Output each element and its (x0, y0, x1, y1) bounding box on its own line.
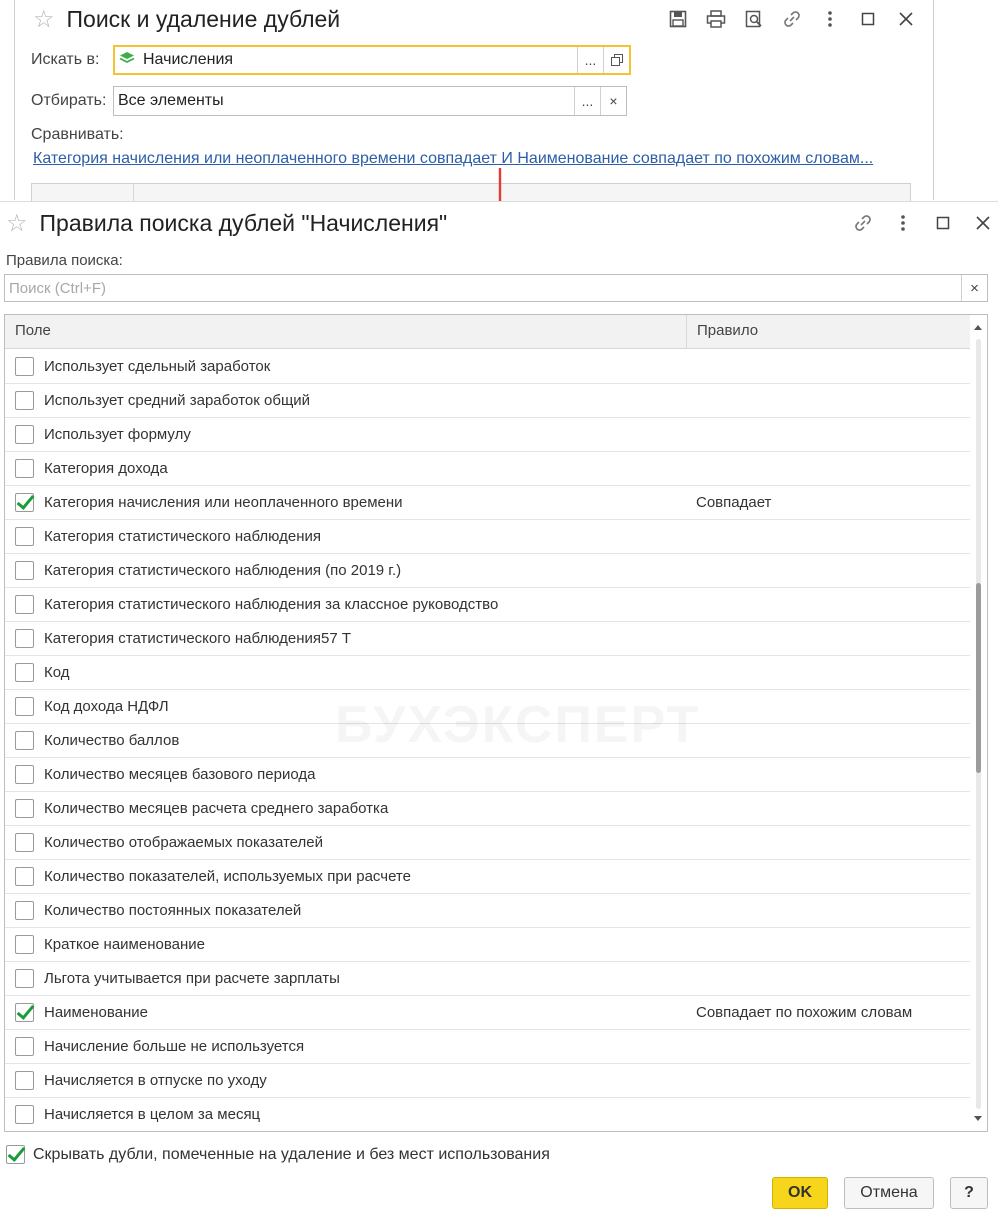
back-window-toolbar (665, 6, 919, 32)
field-name: Категория дохода (44, 460, 168, 477)
field-name: Код дохода НДФЛ (44, 698, 169, 715)
scroll-up-icon[interactable] (974, 325, 982, 330)
print-icon[interactable] (703, 6, 729, 32)
table-row[interactable] (5, 826, 971, 860)
field-checkbox[interactable] (15, 901, 34, 920)
filter-field[interactable] (113, 86, 627, 116)
maximize-icon[interactable] (930, 210, 956, 236)
field-name: Использует средний заработок общий (44, 392, 311, 409)
link-icon[interactable] (850, 210, 876, 236)
compare-rules-link[interactable]: Категория начисления или неоплаченного времени совпадает И Наименование совпадает по похожим словам... (33, 150, 874, 167)
table-row[interactable] (5, 622, 971, 656)
field-name: Код (44, 664, 70, 681)
field-checkbox[interactable] (15, 561, 34, 580)
search-in-label: Искать в: (31, 51, 100, 68)
table-row[interactable] (5, 1098, 971, 1132)
search-in-value-wrap (115, 51, 577, 70)
table-row[interactable] (5, 554, 971, 588)
field-checkbox[interactable] (15, 799, 34, 818)
field-checkbox[interactable] (15, 969, 34, 988)
table-row[interactable] (5, 962, 971, 996)
field-name: Категория статистического наблюдения за классное руководство (44, 596, 499, 613)
close-icon[interactable] (893, 6, 919, 32)
field-checkbox[interactable] (15, 697, 34, 716)
search-clear-button[interactable]: × (961, 275, 987, 301)
search-in-row (31, 45, 631, 75)
field-name: Начисляется в целом за месяц (44, 1106, 261, 1123)
field-checkbox[interactable] (15, 867, 34, 886)
more-icon[interactable] (890, 210, 916, 236)
select-button[interactable]: ... (577, 47, 603, 73)
field-checkbox[interactable] (15, 425, 34, 444)
table-row[interactable] (5, 1064, 971, 1098)
field-checkbox[interactable] (15, 833, 34, 852)
close-icon[interactable] (970, 210, 996, 236)
field-checkbox[interactable] (15, 595, 34, 614)
table-row[interactable] (5, 894, 971, 928)
field-name: Категория статистического наблюдения (44, 528, 321, 545)
table-row[interactable] (5, 588, 971, 622)
field-checkbox[interactable] (15, 629, 34, 648)
search-in-field[interactable] (113, 45, 631, 75)
field-name: Категория статистического наблюдения57 Т (44, 630, 351, 647)
field-name: Количество месяцев расчета среднего заработка (44, 800, 389, 817)
back-window-title: Поиск и удаление дублей (66, 6, 341, 32)
table-row[interactable] (5, 724, 971, 758)
more-icon[interactable] (817, 6, 843, 32)
filter-value: Все элементы (118, 92, 224, 109)
hide-duplicates-checkbox[interactable] (6, 1145, 25, 1164)
help-button[interactable]: ? (950, 1177, 988, 1209)
field-name: Использует формулу (44, 426, 191, 443)
field-name: Категория начисления или неоплаченного времени (44, 494, 403, 511)
column-header-field[interactable]: Поле (5, 315, 687, 349)
table-row[interactable] (5, 690, 971, 724)
cancel-button[interactable]: Отмена (844, 1177, 934, 1209)
field-name: Количество баллов (44, 732, 180, 749)
field-name: Количество месяцев базового периода (44, 766, 316, 783)
favorite-star-icon[interactable]: ☆ (6, 209, 28, 237)
column-header-rule[interactable]: Правило (697, 322, 759, 339)
table-row[interactable] (5, 656, 971, 690)
field-rule[interactable]: Совпадает (696, 494, 772, 511)
field-checkbox[interactable] (15, 357, 34, 376)
field-checkbox[interactable] (15, 663, 34, 682)
table-row[interactable] (5, 1030, 971, 1064)
filter-row (31, 86, 627, 116)
filter-select-button[interactable]: ... (574, 87, 600, 115)
table-row[interactable] (5, 860, 971, 894)
filter-clear-button[interactable]: × (600, 87, 626, 115)
field-checkbox[interactable] (15, 935, 34, 954)
field-name: Наименование (44, 1004, 148, 1021)
table-row[interactable] (5, 520, 971, 554)
table-row[interactable] (5, 452, 971, 486)
table-body (5, 350, 971, 1132)
field-name: Категория статистического наблюдения (по 2019 г.) (44, 562, 402, 579)
field-name: Льгота учитывается при расчете зарплаты (44, 970, 340, 987)
field-checkbox[interactable] (15, 1003, 34, 1022)
dialog-footer (772, 1177, 988, 1209)
table-row[interactable] (5, 418, 971, 452)
field-name: Начисляется в отпуске по уходу (44, 1072, 267, 1089)
dialog-title: Правила поиска дублей "Начисления" (39, 210, 448, 236)
catalog-icon (119, 51, 135, 70)
field-name: Количество показателей, используемых при расчете (44, 868, 411, 885)
field-checkbox[interactable] (15, 1071, 34, 1090)
table-row[interactable] (5, 486, 971, 520)
back-window-title-bar (33, 6, 340, 33)
field-rule[interactable]: Совпадает по похожим словам (696, 1004, 913, 1021)
table-row[interactable] (5, 758, 971, 792)
table-row[interactable] (5, 928, 971, 962)
rules-table (4, 314, 988, 1132)
field-checkbox[interactable] (15, 459, 34, 478)
field-name: Количество отображаемых показателей (44, 834, 323, 851)
search-rules-dialog (0, 201, 998, 1216)
maximize-icon[interactable] (855, 6, 881, 32)
table-row[interactable] (5, 996, 971, 1030)
search-input[interactable] (5, 275, 961, 301)
scroll-thumb[interactable] (976, 583, 981, 773)
search-in-value: Начисления (143, 51, 234, 68)
table-header (5, 315, 971, 349)
table-row[interactable] (5, 792, 971, 826)
field-checkbox[interactable] (15, 391, 34, 410)
table-row[interactable] (5, 384, 971, 418)
table-row[interactable] (5, 350, 971, 384)
dialog-toolbar (850, 210, 996, 236)
field-checkbox[interactable] (15, 731, 34, 750)
dialog-title-bar (6, 210, 447, 237)
ok-button[interactable]: OK (772, 1177, 828, 1209)
link-icon[interactable] (779, 6, 805, 32)
field-checkbox[interactable] (15, 527, 34, 546)
field-checkbox[interactable] (15, 765, 34, 784)
preview-icon[interactable] (741, 6, 767, 32)
back-results-grid (31, 183, 911, 203)
back-window (14, 0, 934, 200)
rules-label: Правила поиска: (6, 252, 123, 269)
field-name: Начисление больше не используется (44, 1038, 305, 1055)
hide-duplicates-row (6, 1145, 550, 1164)
save-icon[interactable] (665, 6, 691, 32)
favorite-star-icon[interactable]: ☆ (33, 5, 55, 33)
filter-label: Отбирать: (31, 92, 107, 109)
compare-label: Сравнивать: (31, 126, 124, 143)
vertical-scrollbar[interactable] (970, 315, 987, 1131)
hide-duplicates-label: Скрывать дубли, помеченные на удаление и без мест использования (33, 1145, 550, 1163)
field-checkbox[interactable] (15, 1037, 34, 1056)
scroll-down-icon[interactable] (974, 1116, 982, 1121)
field-checkbox[interactable] (15, 1105, 34, 1124)
field-name: Использует сдельный заработок (44, 358, 271, 375)
field-checkbox[interactable] (15, 493, 34, 512)
field-name: Количество постоянных показателей (44, 902, 302, 919)
open-icon[interactable] (603, 47, 629, 73)
search-box (4, 274, 988, 302)
field-name: Краткое наименование (44, 936, 205, 953)
